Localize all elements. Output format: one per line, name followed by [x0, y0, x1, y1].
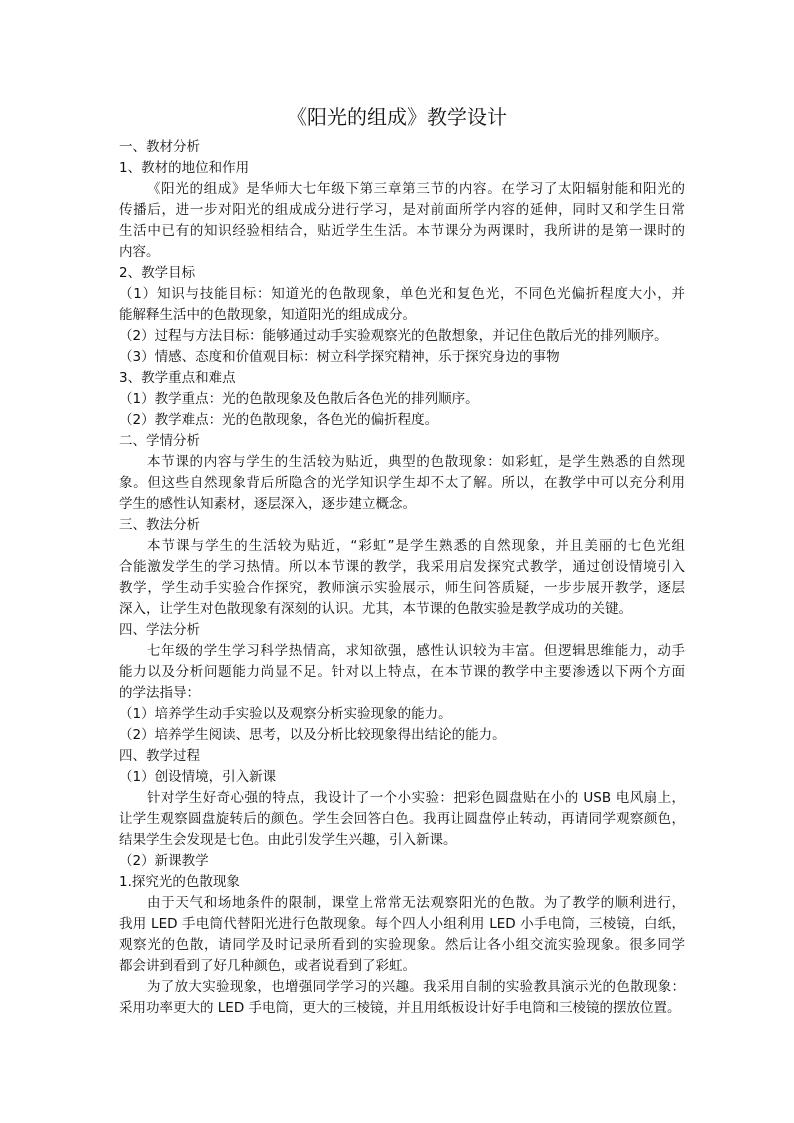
heading-teaching-process	[119, 746, 685, 767]
paragraph-learning-method	[119, 641, 685, 704]
paragraph-explore-1	[119, 893, 685, 977]
text-line: 《阳光的组成》是华师大七年级下第三章第三节的内容。在学习了太阳辐射能和阳光的	[147, 181, 685, 197]
goal-emotion	[119, 347, 685, 368]
text-line: （1）培养学生动手实验以及观察分析实验现象的能力。	[119, 706, 452, 722]
text-line: （2）新课教学	[119, 853, 209, 869]
text-line: 都会讲到看到了好几种颜色，或者说看到了彩虹。	[119, 958, 416, 974]
text-line: 四、学法分析	[119, 622, 200, 638]
text-line: 2、教学目标	[119, 265, 196, 281]
text-line: （1）知识与技能目标：知道光的色散现象，单色光和复色光，不同色光偏折程度大小，并	[119, 286, 685, 302]
text-line: 本节课与学生的生活较为贴近，“彩虹”是学生熟悉的自然现象，并且美丽的七色光组	[147, 538, 685, 554]
text-line: 我用 LED 手电筒代替阳光进行色散现象。每个四人小组利用 LED 小手电筒，三棱镜，白纸，	[119, 916, 685, 932]
text-line: 针对学生好奇心强的特点，我设计了一个小实验：把彩色圆盘贴在小的 USB 电风扇上，	[147, 790, 685, 806]
text-line: 合能激发学生的学习热情。所以本节课的教学，我采用启发探究式教学，通过创设情境引入	[119, 559, 685, 575]
text-line: 结果学生会发现是七色。由此引发学生兴趣，引入新课。	[119, 832, 457, 848]
text-line: 1、教材的地位和作用	[119, 160, 250, 176]
text-line: 学生的感性认知素材，逐层深入，逐步建立概念。	[119, 496, 416, 512]
text-line: 的学法指导：	[119, 685, 200, 701]
heading-student-analysis	[119, 431, 685, 452]
text-line: 本节课的内容与学生的生活较为贴近，典型的色散现象：如彩虹，是学生熟悉的自然现	[147, 454, 685, 470]
text-line: （3）情感、态度和价值观目标：树立科学探究精神，乐于探究身边的事物	[119, 349, 560, 365]
heading-learning-method	[119, 620, 685, 641]
heading-new-lesson	[119, 851, 685, 872]
heading-textbook-analysis	[119, 137, 685, 158]
text-line: （1）创设情境，引入新课	[119, 769, 277, 785]
key-point	[119, 389, 685, 410]
heading-teaching-method	[119, 515, 685, 536]
text-line: 3、教学重点和难点	[119, 370, 236, 386]
heading-explore-dispersion	[119, 872, 685, 893]
goal-process	[119, 326, 685, 347]
text-line: 四、教学过程	[119, 748, 200, 764]
heading-teaching-goals	[119, 263, 685, 284]
text-line: 生活中已有的知识经验相结合，贴近学生生活。本节课分为两课时，我所讲的是第一课时的	[119, 223, 685, 239]
learning-method-2	[119, 725, 685, 746]
heading-introduction	[119, 767, 685, 788]
text-line: 七年级的学生学习科学热情高，求知欲强，感性认识较为丰富。但逻辑思维能力，动手	[147, 643, 685, 659]
document-title: 《阳光的组成》教学设计	[287, 105, 507, 129]
text-line: 1.探究光的色散现象	[119, 874, 240, 890]
text-line: 能力以及分析问题能力尚显不足。针对以上特点，在本节课的教学中主要渗透以下两个方面	[119, 664, 685, 680]
text-line: 深入，让学生对色散现象有深刻的认识。尤其，本节课的色散实验是教学成功的关键。	[119, 601, 632, 617]
learning-method-1	[119, 704, 685, 725]
text-line: 一、教材分析	[119, 139, 200, 155]
text-line: 由于天气和场地条件的限制，课堂上常常无法观察阳光的色散。为了教学的顺利进行，	[147, 895, 685, 911]
text-line: （2）培养学生阅读、思考，以及分析比较现象得出结论的能力。	[119, 727, 506, 743]
heading-key-points	[119, 368, 685, 389]
text-line: 采用功率更大的 LED 手电筒，更大的三棱镜，并且用纸板设计好手电筒和三棱镜的摆放位置。	[119, 1000, 681, 1016]
paragraph-introduction	[119, 788, 685, 851]
text-line: （2）过程与方法目标：能够通过动手实验观察光的色散想象，并记住色散后光的排列顺序。	[119, 328, 668, 344]
paragraph-teaching-method	[119, 536, 685, 620]
goal-knowledge	[119, 284, 685, 326]
text-line: （2）教学难点：光的色散现象，各色光的偏折程度。	[119, 412, 439, 428]
text-line: 观察光的色散，请同学及时记录所看到的实验现象。然后让各小组交流实验现象。很多同学	[119, 937, 685, 953]
document-body	[119, 137, 685, 1019]
text-line: 象。但这些自然现象背后所隐含的光学知识学生却不太了解。所以，在教学中可以充分利用	[119, 475, 685, 491]
text-line: 二、学情分析	[119, 433, 200, 449]
text-line: 三、教法分析	[119, 517, 200, 533]
text-line: （1）教学重点：光的色散现象及色散后各色光的排列顺序。	[119, 391, 479, 407]
text-line: 为了放大实验现象，也增强同学学习的兴趣。我采用自制的实验教具演示光的色散现象：	[147, 979, 685, 995]
text-line: 传播后，进一步对阳光的组成成分进行学习，是对前面所学内容的延伸，同时又和学生日常	[119, 202, 685, 218]
paragraph-student-analysis	[119, 452, 685, 515]
heading-position-role	[119, 158, 685, 179]
difficult-point	[119, 410, 685, 431]
paragraph-explore-2	[119, 977, 685, 1019]
text-line: 能解释生活中的色散现象，知道阳光的组成成分。	[119, 307, 416, 323]
text-line: 内容。	[119, 244, 160, 260]
paragraph-position-role	[119, 179, 685, 263]
text-line: 让学生观察圆盘旋转后的颜色。学生会回答白色。我再让圆盘停止转动，再请同学观察颜色，	[119, 811, 685, 827]
text-line: 教学，学生动手实验合作探究，教师演示实验展示，师生问答质疑，一步步展开教学，逐层	[119, 580, 685, 596]
